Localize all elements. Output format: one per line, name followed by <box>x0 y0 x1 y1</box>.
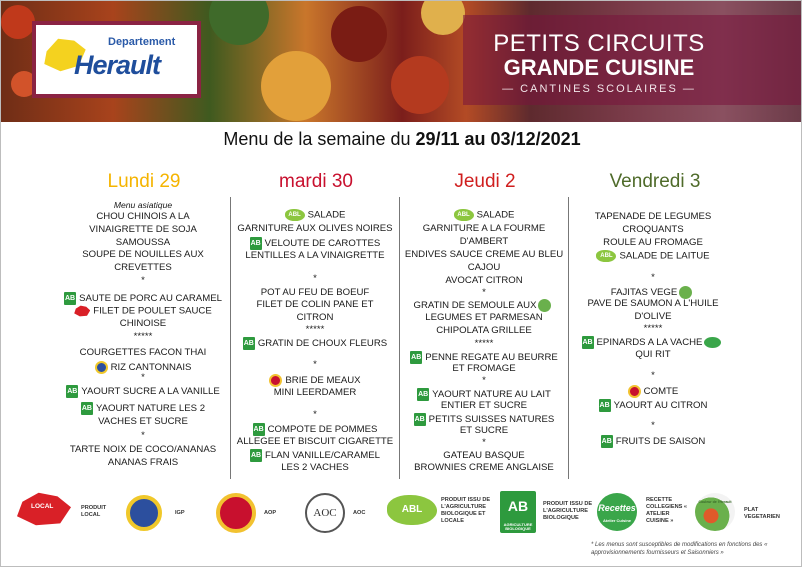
ab-organic-icon: AB <box>601 435 613 448</box>
aop-legend-icon <box>216 493 256 533</box>
legend-abl-label: PRODUIT ISSU DE L'AGRICULTURE BIOLOGIQUE ET LOCALE <box>441 497 491 524</box>
menu-line: TAPENADE DE LEGUMES <box>594 211 712 222</box>
menu-line-text: EPINARDS A LA VACHE <box>596 337 703 349</box>
fruit-decoration <box>1 5 35 39</box>
menu-line: CREVETTES <box>114 262 172 273</box>
menu-line: VACHES ET SUCRE <box>98 416 188 427</box>
menu-line: ALLEGEE ET BISCUIT CIGARETTE <box>236 436 394 447</box>
menu-line: LEGUMES ET PARMESAN <box>425 312 543 323</box>
menu-line-text: GRATIN DE CHOUX FLEURS <box>257 338 388 350</box>
menu-line <box>569 385 737 399</box>
day-heading-vendredi: Vendredi 3 <box>609 171 701 192</box>
menu-line: CHIPOLATA GRILLEE <box>436 325 532 336</box>
menu-line <box>59 305 227 318</box>
footnote: * Les menus sont susceptibles de modifications en fonctions des « approvisionnements fournisseurs et Saisonniers » <box>591 542 768 556</box>
menu-line-text: COMTE <box>643 386 679 398</box>
legend-local-label: PRODUIT LOCAL <box>81 505 107 518</box>
menu-line: FILET DE COLIN PANE ET <box>256 299 374 310</box>
menu-line-text: YAOURT AU CITRON <box>613 400 708 412</box>
ab-organic-icon: AB <box>81 402 93 415</box>
menu-line-text: SAUTE DE PORC AU CARAMEL <box>79 293 222 305</box>
menu-line: SAMOUSSA <box>115 237 171 248</box>
menu-line-text: COMPOTE DE POMMES <box>267 424 378 436</box>
menu-line: CHOU CHINOIS A LA <box>96 211 190 222</box>
menu-line: * <box>482 375 486 386</box>
menu-line: * <box>651 420 655 431</box>
fruit-decoration <box>421 1 465 35</box>
menu-line-text: GRATIN DE SEMOULE AUX <box>413 300 537 312</box>
ab-organic-icon: AB <box>582 336 594 349</box>
legend-vege-label: PLAT VEGETARIEN <box>744 507 780 520</box>
menu-line: D'AMBERT <box>459 236 509 247</box>
menu-line <box>231 374 399 388</box>
menu-line-text: PETITS SUISSES NATURES <box>428 414 555 426</box>
menu-line-text: VELOUTE DE CAROTTES <box>264 238 381 250</box>
menu-line: VINAIGRETTE DE SOJA <box>89 224 197 235</box>
title-dates: 29/11 au 03/12/2021 <box>415 129 581 149</box>
day-heading-lundi: Lundi 29 <box>107 171 181 192</box>
menu-line: POT AU FEU DE BOEUF <box>260 287 370 298</box>
ab-legend-subtitle: AGRICULTURE BIOLOGIQUE <box>503 522 533 532</box>
menu-line: ANANAS FRAIS <box>107 457 179 468</box>
menu-line: * <box>313 409 317 420</box>
menu-line <box>569 336 737 350</box>
day-heading-jeudi: Jeudi 2 <box>454 171 516 192</box>
menu-line: ***** <box>643 323 663 334</box>
menu-line: SOUPE DE NOUILLES AUX <box>82 249 204 260</box>
menu-line: AVOCAT CITRON <box>445 275 523 286</box>
menu-line <box>59 385 227 399</box>
brand-cantines-scolaires: — CANTINES SCOLAIRES — <box>502 83 696 95</box>
menu-line: * <box>141 372 145 383</box>
local-badge-label: LOCAL <box>31 503 54 510</box>
logo-herault-label: Herault <box>74 50 161 80</box>
ab-organic-icon: AB <box>253 423 265 436</box>
menu-line: CAJOU <box>467 262 501 273</box>
logo-department-label: Departement <box>108 36 176 48</box>
menu-line: COURGETTES FACON THAI <box>79 347 207 358</box>
menu-line: ET FROMAGE <box>452 363 516 374</box>
menu-line-text: SALADE <box>307 209 346 221</box>
atelier-cuisine-icon <box>704 337 721 348</box>
menu-line-text: PENNE REGATE AU BEURRE <box>425 352 558 364</box>
title-prefix: Menu de la semaine du <box>223 129 416 149</box>
menu-line-text: FLAN VANILLE/CARAMEL <box>265 450 380 462</box>
menu-line <box>231 449 399 463</box>
abl-legend-icon: ABL <box>387 495 437 525</box>
menu-line-text: FILET DE POULET SAUCE <box>93 305 212 317</box>
local-product-icon <box>74 305 90 317</box>
ab-organic-icon: AB <box>66 385 78 398</box>
page-title <box>1 129 802 150</box>
menu-line: ***** <box>133 331 153 342</box>
ab-organic-icon: AB <box>250 237 262 250</box>
menu-line <box>400 209 568 222</box>
aop-label-icon <box>269 374 282 387</box>
menu-line: D'OLIVE <box>634 311 672 322</box>
menu-line <box>59 402 227 416</box>
menu-line <box>231 423 399 437</box>
abl-organic-local-icon: ABL <box>596 250 616 262</box>
recettes-legend-icon: Recettes <box>597 493 637 531</box>
menu-line: CROQUANTS <box>622 224 684 235</box>
menu-line: GARNITURE AUX OLIVES NOIRES <box>237 223 393 234</box>
menu-line: * <box>141 275 145 286</box>
menu-line: * <box>651 370 655 381</box>
menu-line: PAVE DE SAUMON A L'HUILE <box>587 298 719 309</box>
menu-line <box>59 292 227 306</box>
menu-line: GATEAU BASQUE <box>443 450 525 461</box>
menu-line: ET SUCRE <box>459 425 509 436</box>
menu-line: LENTILLES A LA VINAIGRETTE <box>245 250 385 261</box>
menu-line-text: YAOURT SUCRE A LA VANILLE <box>81 386 220 398</box>
ab-organic-icon: AB <box>417 388 429 401</box>
menu-line-text: YAOURT NATURE LES 2 <box>95 403 206 415</box>
menu-line: BROWNIES CREME ANGLAISE <box>414 462 554 473</box>
header-banner <box>1 1 802 122</box>
fruit-decoration <box>331 6 387 62</box>
menu-line: * <box>141 430 145 441</box>
menu-column-lundi <box>59 197 227 479</box>
menu-line-text: SALADE DE LAITUE <box>619 250 710 262</box>
menu-line <box>569 399 737 413</box>
ab-legend-text: AB <box>507 498 529 514</box>
recettes-badge-subtitle: Atelier Cuisine <box>602 518 631 523</box>
ab-organic-icon: AB <box>599 399 611 412</box>
vegetarian-legend-icon <box>695 493 735 531</box>
ab-organic-icon: AB <box>243 337 255 350</box>
menu-line: * <box>313 359 317 370</box>
igp-legend-icon <box>126 495 162 531</box>
fruit-decoration <box>209 1 269 45</box>
menu-line-text: RIZ CANTONNAIS <box>110 362 192 374</box>
menu-line-text: BRIE DE MEAUX <box>285 375 361 387</box>
menu-line-text: FRUITS DE SAISON <box>615 436 706 448</box>
menu-line: LES 2 VACHES <box>281 462 349 473</box>
menu-line-text: SALADE <box>476 209 515 221</box>
menu-line <box>400 299 568 313</box>
menu-line: * <box>651 272 655 283</box>
menu-line: * <box>482 287 486 298</box>
day-heading-mardi: mardi 30 <box>279 171 353 192</box>
menu-line <box>231 237 399 251</box>
menu-line <box>231 209 399 222</box>
menu-line: ***** <box>305 324 325 335</box>
ab-organic-icon: AB <box>250 449 262 462</box>
menu-line: ***** <box>474 338 494 349</box>
menu-line: * <box>482 437 486 448</box>
abl-organic-local-icon: ABL <box>454 209 474 221</box>
aoc-legend-icon: AOC <box>305 493 345 533</box>
menu-line: TARTE NOIX DE COCO/ANANAS <box>69 444 217 455</box>
ab-organic-icon: AB <box>414 413 426 426</box>
menu-line <box>569 435 737 449</box>
brand-grande-cuisine: GRANDE CUISINE <box>503 55 695 80</box>
menu-line: MINI LEERDAMER <box>273 387 357 398</box>
menu-line: QUI RIT <box>635 349 671 360</box>
menu-line-text: FAJITAS VEGE <box>610 287 678 299</box>
legend-ab-label: PRODUIT ISSU DE L'AGRICULTURE BIOLOGIQUE <box>543 501 593 521</box>
menu-line-text: YAOURT NATURE AU LAIT <box>432 389 551 401</box>
legend-aoc-label: AOC <box>353 510 366 516</box>
menu-line: ROULE AU FROMAGE <box>603 237 703 248</box>
menu-line: CITRON <box>296 312 334 323</box>
brand-panel <box>463 15 802 105</box>
menu-line: CHINOISE <box>119 318 167 329</box>
menu-line: Menu asiatique <box>113 200 173 210</box>
abl-organic-local-icon: ABL <box>285 209 305 221</box>
fruit-decoration <box>261 51 331 121</box>
menu-line: * <box>313 273 317 284</box>
legend-aop-label: AOP <box>264 510 277 516</box>
vegetarian-dish-icon <box>538 299 551 312</box>
legend-igp-label: IGP <box>175 510 185 516</box>
ab-organic-icon: AB <box>410 351 422 364</box>
menu-line: GARNITURE A LA FOURME <box>422 223 546 234</box>
menu-column-jeudi <box>400 197 568 479</box>
menu-line <box>231 337 399 351</box>
ab-organic-icon: AB <box>64 292 76 305</box>
menu-column-vendredi <box>569 197 737 479</box>
herault-logo[interactable] <box>32 21 201 98</box>
menu-column-mardi <box>231 197 399 479</box>
menu-line: ENTIER ET SUCRE <box>440 400 528 411</box>
aop-label-icon <box>628 385 641 398</box>
brand-petits-circuits: PETITS CIRCUITS <box>493 30 705 57</box>
vegetarian-badge-label: Couleur de l'Herault <box>698 500 732 504</box>
menu-line: ENDIVES SAUCE CREME AU BLEU <box>404 249 564 260</box>
legend-recettes-label: RECETTE COLLEGIENS « ATELIER CUISINE » <box>646 497 688 524</box>
menu-line <box>569 250 737 263</box>
fruit-decoration <box>391 56 449 114</box>
